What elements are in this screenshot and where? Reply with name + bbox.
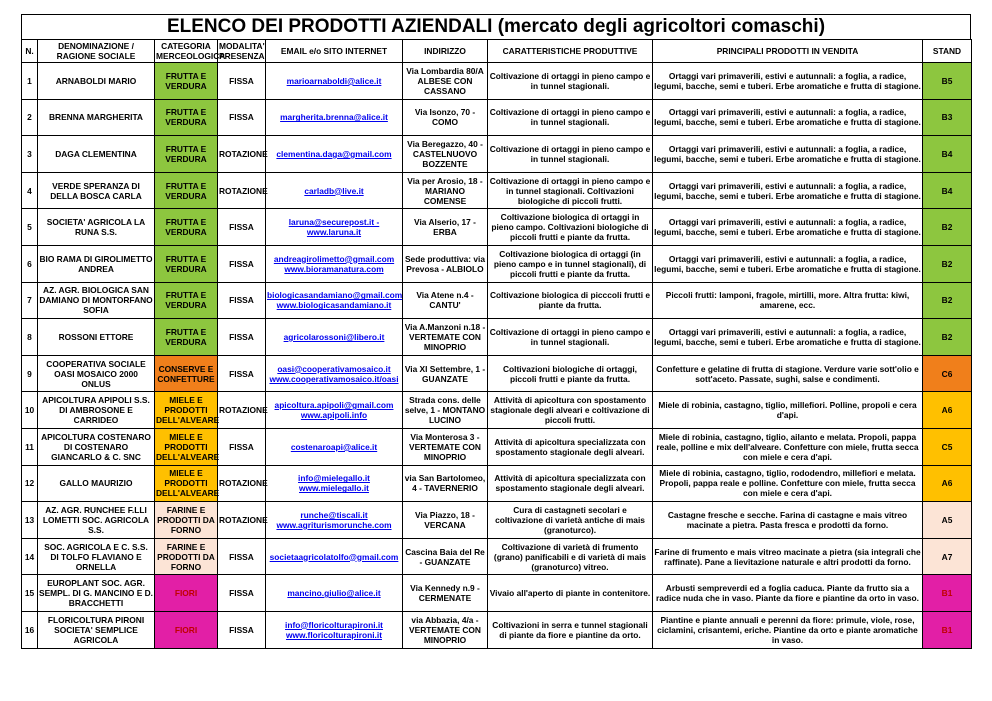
presence-cell: ROTAZIONE bbox=[218, 136, 266, 173]
stand-cell: A6 bbox=[923, 465, 972, 502]
address-cell: Via Alserio, 17 - ERBA bbox=[403, 209, 488, 246]
features-cell: Coltivazioni biologiche di ortaggi, piccoli frutti e piante da frutta. bbox=[488, 355, 653, 392]
company-name: SOC. AGRICOLA E C. S.S. DI TOLFO FLAVIANO E ORNELLA bbox=[38, 538, 155, 575]
row-number: 3 bbox=[22, 136, 38, 173]
table-row bbox=[22, 172, 972, 209]
table-row bbox=[22, 209, 972, 246]
email-link[interactable]: mancino.giulio@alice.it bbox=[287, 588, 381, 599]
presence-cell: FISSA bbox=[218, 209, 266, 246]
email-link[interactable]: apicoltura.apipoli@gmail.com www.apipoli.info bbox=[274, 400, 394, 421]
email-cell bbox=[266, 63, 403, 100]
address-cell: Via per Arosio, 18 - MARIANO COMENSE bbox=[403, 172, 488, 209]
company-name: COOPERATIVA SOCIALE OASI MOSAICO 2000 ONLUS bbox=[38, 355, 155, 392]
address-cell: Via Isonzo, 70 - COMO bbox=[403, 99, 488, 136]
products-cell: Ortaggi vari primaverili, estivi e autunnali: a foglia, a radice, legumi, bacche, semi e tuberi. Erbe aromatiche e frutta di stagione. bbox=[653, 209, 923, 246]
features-cell: Coltivazione di ortaggi in pieno campo e in tunnel stagionali. bbox=[488, 99, 653, 136]
header-email: EMAIL e/o SITO INTERNET bbox=[266, 40, 403, 63]
header-name: DENOMINAZIONE / RAGIONE SOCIALE bbox=[38, 40, 155, 63]
stand-cell: A6 bbox=[923, 392, 972, 429]
email-link[interactable]: runche@tiscali.it www.agriturismorunche.com bbox=[276, 509, 392, 530]
stand-cell: C6 bbox=[923, 355, 972, 392]
email-cell bbox=[266, 99, 403, 136]
table-row bbox=[22, 319, 972, 356]
products-cell: Piccoli frutti: lamponi, fragole, mirtilli, more. Altra frutta: kiwi, amarene, ecc. bbox=[653, 282, 923, 319]
email-link[interactable]: info@mielegallo.it www.mielegallo.it bbox=[298, 473, 370, 494]
row-number: 9 bbox=[22, 355, 38, 392]
document-sheet bbox=[21, 14, 971, 649]
products-cell: Miele di robinia, castagno, tiglio, millefiori. Polline, propoli e cera d'api. bbox=[653, 392, 923, 429]
header-features: CARATTERISTICHE PRODUTTIVE bbox=[488, 40, 653, 63]
email-link[interactable]: marioarnaboldi@alice.it bbox=[286, 75, 382, 86]
email-cell bbox=[266, 136, 403, 173]
category-cell: FRUTTA E VERDURA bbox=[155, 99, 218, 136]
features-cell: Coltivazione di ortaggi in pieno campo e in tunnel stagionali. bbox=[488, 63, 653, 100]
table-body bbox=[22, 63, 972, 649]
presence-cell: ROTAZIONE bbox=[218, 172, 266, 209]
company-name: ARNABOLDI MARIO bbox=[38, 63, 155, 100]
category-cell: MIELE E PRODOTTI DELL'ALVEARE bbox=[155, 392, 218, 429]
presence-cell: FISSA bbox=[218, 575, 266, 612]
address-cell: Via Kennedy n.9 - CERMENATE bbox=[403, 575, 488, 612]
header-category: CATEGORIA MERCEOLOGICA bbox=[156, 41, 226, 61]
header-stand: STAND bbox=[923, 40, 972, 63]
row-number: 7 bbox=[22, 282, 38, 319]
table-row bbox=[22, 538, 972, 575]
products-cell: Ortaggi vari primaverili, estivi e autunnali: a foglia, a radice, legumi, bacche, semi e tuberi. Erbe aromatiche e frutta di stagione. bbox=[653, 99, 923, 136]
products-cell: Ortaggi vari primaverili, estivi e autunnali: a foglia, a radice, legumi, bacche, semi e tuberi. Erbe aromatiche e frutta di stagione. bbox=[653, 319, 923, 356]
table-row bbox=[22, 465, 972, 502]
presence-cell: ROTAZIONE bbox=[218, 502, 266, 539]
email-cell bbox=[266, 172, 403, 209]
category-cell: FARINE E PRODOTTI DA FORNO bbox=[155, 538, 218, 575]
stand-cell: B2 bbox=[923, 282, 972, 319]
address-cell: Strada cons. delle selve, 1 - MONTANO LUCINO bbox=[403, 392, 488, 429]
category-cell: FRUTTA E VERDURA bbox=[155, 172, 218, 209]
company-name: FLORICOLTURA PIRONI SOCIETA' SEMPLICE AGRICOLA bbox=[38, 611, 155, 648]
products-cell: Arbusti sempreverdi ed a foglia caduca. Piante da frutto sia a radice nuda che in vaso. Piante da fiore e piantine da orto in vaso. bbox=[653, 575, 923, 612]
products-cell: Miele di robinia, castagno, tiglio, ailanto e melata. Propoli, pappa reale, polline e mix dell'alveare. Confetture con miele, frutta secca con miele e cera d'api. bbox=[653, 428, 923, 465]
features-cell: Coltivazione biologica di picccoli frutti e piante da frutta. bbox=[488, 282, 653, 319]
category-cell: FIORI bbox=[155, 611, 218, 648]
header-address: INDIRIZZO bbox=[403, 40, 488, 63]
address-cell: Via A.Manzoni n.18 - VERTEMATE CON MINOPRIO bbox=[403, 319, 488, 356]
company-name: EUROPLANT SOC. AGR. SEMPL. DI G. MANCINO E D. BRACCHETTI bbox=[38, 575, 155, 612]
email-cell bbox=[266, 319, 403, 356]
category-cell: FRUTTA E VERDURA bbox=[155, 282, 218, 319]
table-row bbox=[22, 136, 972, 173]
row-number: 14 bbox=[22, 538, 38, 575]
stand-cell: B2 bbox=[923, 209, 972, 246]
address-cell: Via Piazzo, 18 - VERCANA bbox=[403, 502, 488, 539]
email-link[interactable]: clementina.daga@gmail.com bbox=[276, 148, 392, 159]
address-cell: via San Bartolomeo, 4 - TAVERNERIO bbox=[403, 465, 488, 502]
email-link[interactable]: laruna@securepost.it - www.laruna.it bbox=[288, 217, 380, 238]
document-title: ELENCO DEI PRODOTTI AZIENDALI (mercato degli agricoltori comaschi) bbox=[21, 14, 971, 39]
features-cell: Coltivazione di ortaggi in pieno campo e in tunnel stagionali. bbox=[488, 136, 653, 173]
stand-cell: B3 bbox=[923, 99, 972, 136]
features-cell: Vivaio all'aperto di piante in contenitore. bbox=[488, 575, 653, 612]
presence-cell: FISSA bbox=[218, 63, 266, 100]
category-cell: FIORI bbox=[155, 575, 218, 612]
features-cell: Coltivazione di ortaggi in pieno campo e in tunnel stagionali. Coltivazioni biologiche di piccoli frutti. bbox=[488, 172, 653, 209]
stand-cell: B2 bbox=[923, 245, 972, 282]
table-row bbox=[22, 392, 972, 429]
address-cell: Via Monterosa 3 - VERTEMATE CON MINOPRIO bbox=[403, 428, 488, 465]
company-name: AZ. AGR. BIOLOGICA SAN DAMIANO DI MONTORFANO SOFIA bbox=[38, 282, 155, 319]
email-link[interactable]: agricolarossoni@libero.it bbox=[283, 331, 385, 342]
email-link[interactable]: costenaroapi@alice.it bbox=[290, 441, 378, 452]
row-number: 6 bbox=[22, 245, 38, 282]
company-name: BRENNA MARGHERITA bbox=[38, 99, 155, 136]
address-cell: Via Beregazzo, 40 - CASTELNUOVO BOZZENTE bbox=[403, 136, 488, 173]
stand-cell: C5 bbox=[923, 428, 972, 465]
address-cell: Via Atene n.4 - CANTU' bbox=[403, 282, 488, 319]
row-number: 16 bbox=[22, 611, 38, 648]
row-number: 5 bbox=[22, 209, 38, 246]
category-cell: FRUTTA E VERDURA bbox=[155, 209, 218, 246]
features-cell: Attività di apicoltura con spostamento stagionale degli alveari e coltivazione di piccoli frutti. bbox=[488, 392, 653, 429]
products-cell: Ortaggi vari primaverili, estivi e autunnali: a foglia, a radice, legumi, bacche, semi e tuberi. Erbe aromatiche e frutta di stagione. bbox=[653, 245, 923, 282]
features-cell: Attività di apicoltura specializzata con spostamento stagionale degli alveari. bbox=[488, 465, 653, 502]
row-number: 8 bbox=[22, 319, 38, 356]
company-name: SOCIETA' AGRICOLA LA RUNA S.S. bbox=[38, 209, 155, 246]
row-number: 10 bbox=[22, 392, 38, 429]
stand-cell: A5 bbox=[923, 502, 972, 539]
company-name: VERDE SPERANZA DI DELLA BOSCA CARLA bbox=[38, 172, 155, 209]
table-row bbox=[22, 575, 972, 612]
email-cell bbox=[266, 538, 403, 575]
presence-cell: FISSA bbox=[218, 538, 266, 575]
products-cell: Piantine e piante annuali e perenni da fiore: primule, viole, rose, ciclamini, crisantemi, eriche. Piantine da orto e piante aromatiche in vaso. bbox=[653, 611, 923, 648]
table-row bbox=[22, 355, 972, 392]
company-name: AZ. AGR. RUNCHEE F.LLI LOMETTI SOC. AGRICOLA S.S. bbox=[38, 502, 155, 539]
email-link[interactable]: biologicasandamiano@gmail.com www.biologicasandamiano.it bbox=[267, 290, 403, 311]
products-cell: Ortaggi vari primaverili, estivi e autunnali: a foglia, a radice, legumi, bacche, semi e tuberi. Erbe aromatiche e frutta di stagione. bbox=[653, 136, 923, 173]
presence-cell: FISSA bbox=[218, 99, 266, 136]
stand-cell: B1 bbox=[923, 611, 972, 648]
address-cell: Cascina Baia del Re - GUANZATE bbox=[403, 538, 488, 575]
row-number: 4 bbox=[22, 172, 38, 209]
email-cell bbox=[266, 502, 403, 539]
email-link[interactable]: margherita.brenna@alice.it bbox=[280, 112, 388, 123]
features-cell: Coltivazione biologica di ortaggi in pieno campo. Coltivazioni biologiche di piccoli frutti e piante da frutta. bbox=[488, 209, 653, 246]
features-cell: Coltivazione di ortaggi in pieno campo e in tunnel stagionali. bbox=[488, 319, 653, 356]
row-number: 12 bbox=[22, 465, 38, 502]
category-cell: FRUTTA E VERDURA bbox=[155, 136, 218, 173]
email-link[interactable]: oasi@cooperativamosaico.it www.cooperativamosaico.it/oasi bbox=[269, 363, 399, 384]
presence-cell: FISSA bbox=[218, 428, 266, 465]
email-cell bbox=[266, 611, 403, 648]
address-cell: Via XI Settembre, 1 - GUANZATE bbox=[403, 355, 488, 392]
stand-cell: B1 bbox=[923, 575, 972, 612]
row-number: 11 bbox=[22, 428, 38, 465]
company-name: APICOLTURA APIPOLI S.S. DI AMBROSONE E CARRIDEO bbox=[38, 392, 155, 429]
email-cell bbox=[266, 355, 403, 392]
email-link[interactable]: info@floricolturapironi.it www.floricolturapironi.it bbox=[285, 619, 383, 640]
email-cell bbox=[266, 575, 403, 612]
address-cell: Via Lombardia 80/A ALBESE CON CASSANO bbox=[403, 63, 488, 100]
email-cell bbox=[266, 245, 403, 282]
table-row bbox=[22, 428, 972, 465]
presence-cell: FISSA bbox=[218, 319, 266, 356]
category-cell: MIELE E PRODOTTI DELL'ALVEARE bbox=[155, 428, 218, 465]
category-cell: CONSERVE E CONFETTURE bbox=[155, 355, 218, 392]
stand-cell: B4 bbox=[923, 136, 972, 173]
header-products: PRINCIPALI PRODOTTI IN VENDITA bbox=[653, 40, 923, 63]
table-row bbox=[22, 99, 972, 136]
company-name: ROSSONI ETTORE bbox=[38, 319, 155, 356]
address-cell: Sede produttiva: via Prevosa - ALBIOLO bbox=[403, 245, 488, 282]
table-row bbox=[22, 245, 972, 282]
category-cell: FRUTTA E VERDURA bbox=[155, 245, 218, 282]
company-name: GALLO MAURIZIO bbox=[38, 465, 155, 502]
features-cell: Attività di apicoltura specializzata con spostamento stagionale degli alveari. bbox=[488, 428, 653, 465]
features-cell: Coltivazione di varietà di frumento (grano) panificabili e di varietà di mais (granoturco) vitreo. bbox=[488, 538, 653, 575]
table-row bbox=[22, 282, 972, 319]
header-presence: MODALITA' PRESENZA bbox=[219, 41, 265, 61]
email-link[interactable]: societaagricolatolfo@gmail.com bbox=[269, 551, 399, 562]
products-table bbox=[21, 39, 972, 649]
stand-cell: B2 bbox=[923, 319, 972, 356]
presence-cell: FISSA bbox=[218, 282, 266, 319]
presence-cell: FISSA bbox=[218, 611, 266, 648]
email-cell bbox=[266, 428, 403, 465]
stand-cell: A7 bbox=[923, 538, 972, 575]
email-cell bbox=[266, 465, 403, 502]
row-number: 2 bbox=[22, 99, 38, 136]
row-number: 1 bbox=[22, 63, 38, 100]
table-row bbox=[22, 502, 972, 539]
products-cell: Confetture e gelatine di frutta di stagione. Verdure varie sott'olio e sott'aceto. Passate, sughi, salse e condimenti. bbox=[653, 355, 923, 392]
email-link[interactable]: carladb@live.it bbox=[304, 185, 364, 196]
presence-cell: ROTAZIONE bbox=[218, 465, 266, 502]
row-number: 15 bbox=[22, 575, 38, 612]
company-name: BIO RAMA DI GIROLIMETTO ANDREA bbox=[38, 245, 155, 282]
products-cell: Miele di robinia, castagno, tiglio, rododendro, millefiori e melata. Propoli, pappa reale e polline. Confetture con miele, frutta secca con miele e cera d'api. bbox=[653, 465, 923, 502]
features-cell: Cura di castagneti secolari e coltivazione di varietà antiche di mais (granoturco). bbox=[488, 502, 653, 539]
header-n: N. bbox=[22, 40, 38, 63]
table-row bbox=[22, 63, 972, 100]
stand-cell: B5 bbox=[923, 63, 972, 100]
email-link[interactable]: andreagirolimetto@gmail.com www.bioramanatura.com bbox=[273, 253, 395, 274]
products-cell: Farine di frumento e mais vitreo macinate a pietra (sia integrali che raffinate). Pane a lievitazione naturale e altri prodotti da forno. bbox=[653, 538, 923, 575]
presence-cell: FISSA bbox=[218, 245, 266, 282]
category-cell: FRUTTA E VERDURA bbox=[155, 319, 218, 356]
category-cell: FRUTTA E VERDURA bbox=[155, 63, 218, 100]
features-cell: Coltivazioni in serra e tunnel stagionali di piante da fiore e piantine da orto. bbox=[488, 611, 653, 648]
email-cell bbox=[266, 392, 403, 429]
row-number: 13 bbox=[22, 502, 38, 539]
email-cell bbox=[266, 282, 403, 319]
products-cell: Castagne fresche e secche. Farina di castagne e mais vitreo macinate a pietra. Pasta fresca e prodotti da forno. bbox=[653, 502, 923, 539]
address-cell: via Abbazia, 4/a - VERTEMATE CON MINOPRIO bbox=[403, 611, 488, 648]
category-cell: FARINE E PRODOTTI DA FORNO bbox=[155, 502, 218, 539]
table-row bbox=[22, 611, 972, 648]
company-name: DAGA CLEMENTINA bbox=[38, 136, 155, 173]
products-cell: Ortaggi vari primaverili, estivi e autunnali: a foglia, a radice, legumi, bacche, semi e tuberi. Erbe aromatiche e frutta di stagione. bbox=[653, 172, 923, 209]
products-cell: Ortaggi vari primaverili, estivi e autunnali: a foglia, a radice, legumi, bacche, semi e tuberi. Erbe aromatiche e frutta di stagione. bbox=[653, 63, 923, 100]
presence-cell: ROTAZIONE bbox=[218, 392, 266, 429]
category-cell: MIELE E PRODOTTI DELL'ALVEARE bbox=[155, 465, 218, 502]
company-name: APICOLTURA COSTENARO DI COSTENARO GIANCARLO & C. SNC bbox=[38, 428, 155, 465]
presence-cell: FISSA bbox=[218, 355, 266, 392]
email-cell bbox=[266, 209, 403, 246]
table-header-row bbox=[22, 40, 972, 63]
features-cell: Coltivazione biologica di ortaggi (in pieno campo e in tunnel stagionali), di piccoli frutti e piante da frutta. bbox=[488, 245, 653, 282]
stand-cell: B4 bbox=[923, 172, 972, 209]
